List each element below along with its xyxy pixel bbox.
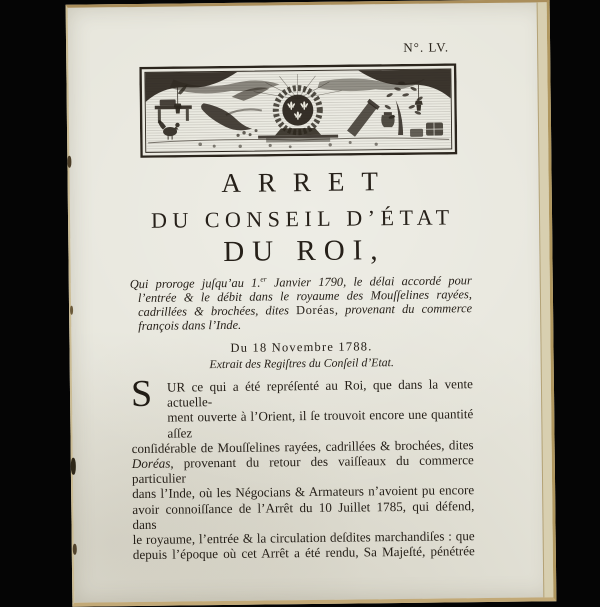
preamble	[130, 270, 473, 333]
document-page	[66, 0, 557, 607]
body-line: conſidérable de Mouſſelines rayées, cadrillées & brochées, dites	[132, 437, 474, 456]
preamble-text: Qui proroge juſqu’au 1.	[130, 276, 261, 291]
body-line: ment ouverte à l’Orient, il ſe trouvoit encore une quantité aſſez	[131, 407, 473, 441]
date-line: Du 18 Novembre 1788.	[130, 338, 472, 357]
body-line: dans l’Inde, où les Négocians & Armateurs n’avoient pu encore	[132, 483, 474, 502]
body-line: le royaume, l’entrée & la circulation deſdites marchandiſes : que	[133, 528, 475, 547]
registry-subtitle: Extrait des Regiſtres du Conſeil d’Etat.	[131, 354, 473, 373]
body-paragraph	[131, 376, 475, 562]
doreas-term: Doréas	[296, 302, 335, 316]
title-line-3: DU ROI,	[129, 233, 471, 270]
preamble-text: , provenant du commerce	[335, 301, 472, 317]
body-line: avoir connoiſſance de l’Arrêt du 10 Juillet 1785, qui défend, dans	[132, 498, 474, 532]
ordinal-superscript: er	[260, 275, 266, 284]
preamble-text: cadrillées & brochées, dites	[138, 303, 296, 319]
header-vignette-engraving	[139, 63, 457, 158]
drop-cap: S	[131, 377, 153, 411]
body-line: UR ce qui a été repréſenté au Roi, que dans la vente actuelle-	[131, 376, 473, 410]
preamble-text: Janvier 1790, le délai accordé pour	[267, 273, 472, 289]
body-text-span: , provenant du retour des vaiſſeaux du commerce particulier	[132, 452, 474, 486]
body-line	[132, 452, 474, 486]
deckle-edge-spot	[70, 306, 73, 315]
preamble-line: l’entrée & le débit dans le royaume des Mouſſelines rayées,	[130, 288, 472, 306]
title-line-1: ARRET	[128, 165, 470, 200]
deckle-edge-spot	[73, 544, 77, 555]
deckle-edge-spot	[71, 458, 76, 475]
preamble-line: françois dans l’Inde.	[130, 316, 472, 334]
body-line: depuis l’époque où cet Arrêt a été rendu, Sa Majeſté, pénétrée	[133, 543, 475, 562]
deckle-edge-spot	[67, 156, 71, 168]
doreas-term: Doréas	[132, 456, 171, 471]
title-line-2: DU CONSEIL D’ÉTAT	[129, 204, 471, 234]
document-number: N°. LV.	[403, 39, 449, 56]
page-edge	[537, 2, 554, 597]
